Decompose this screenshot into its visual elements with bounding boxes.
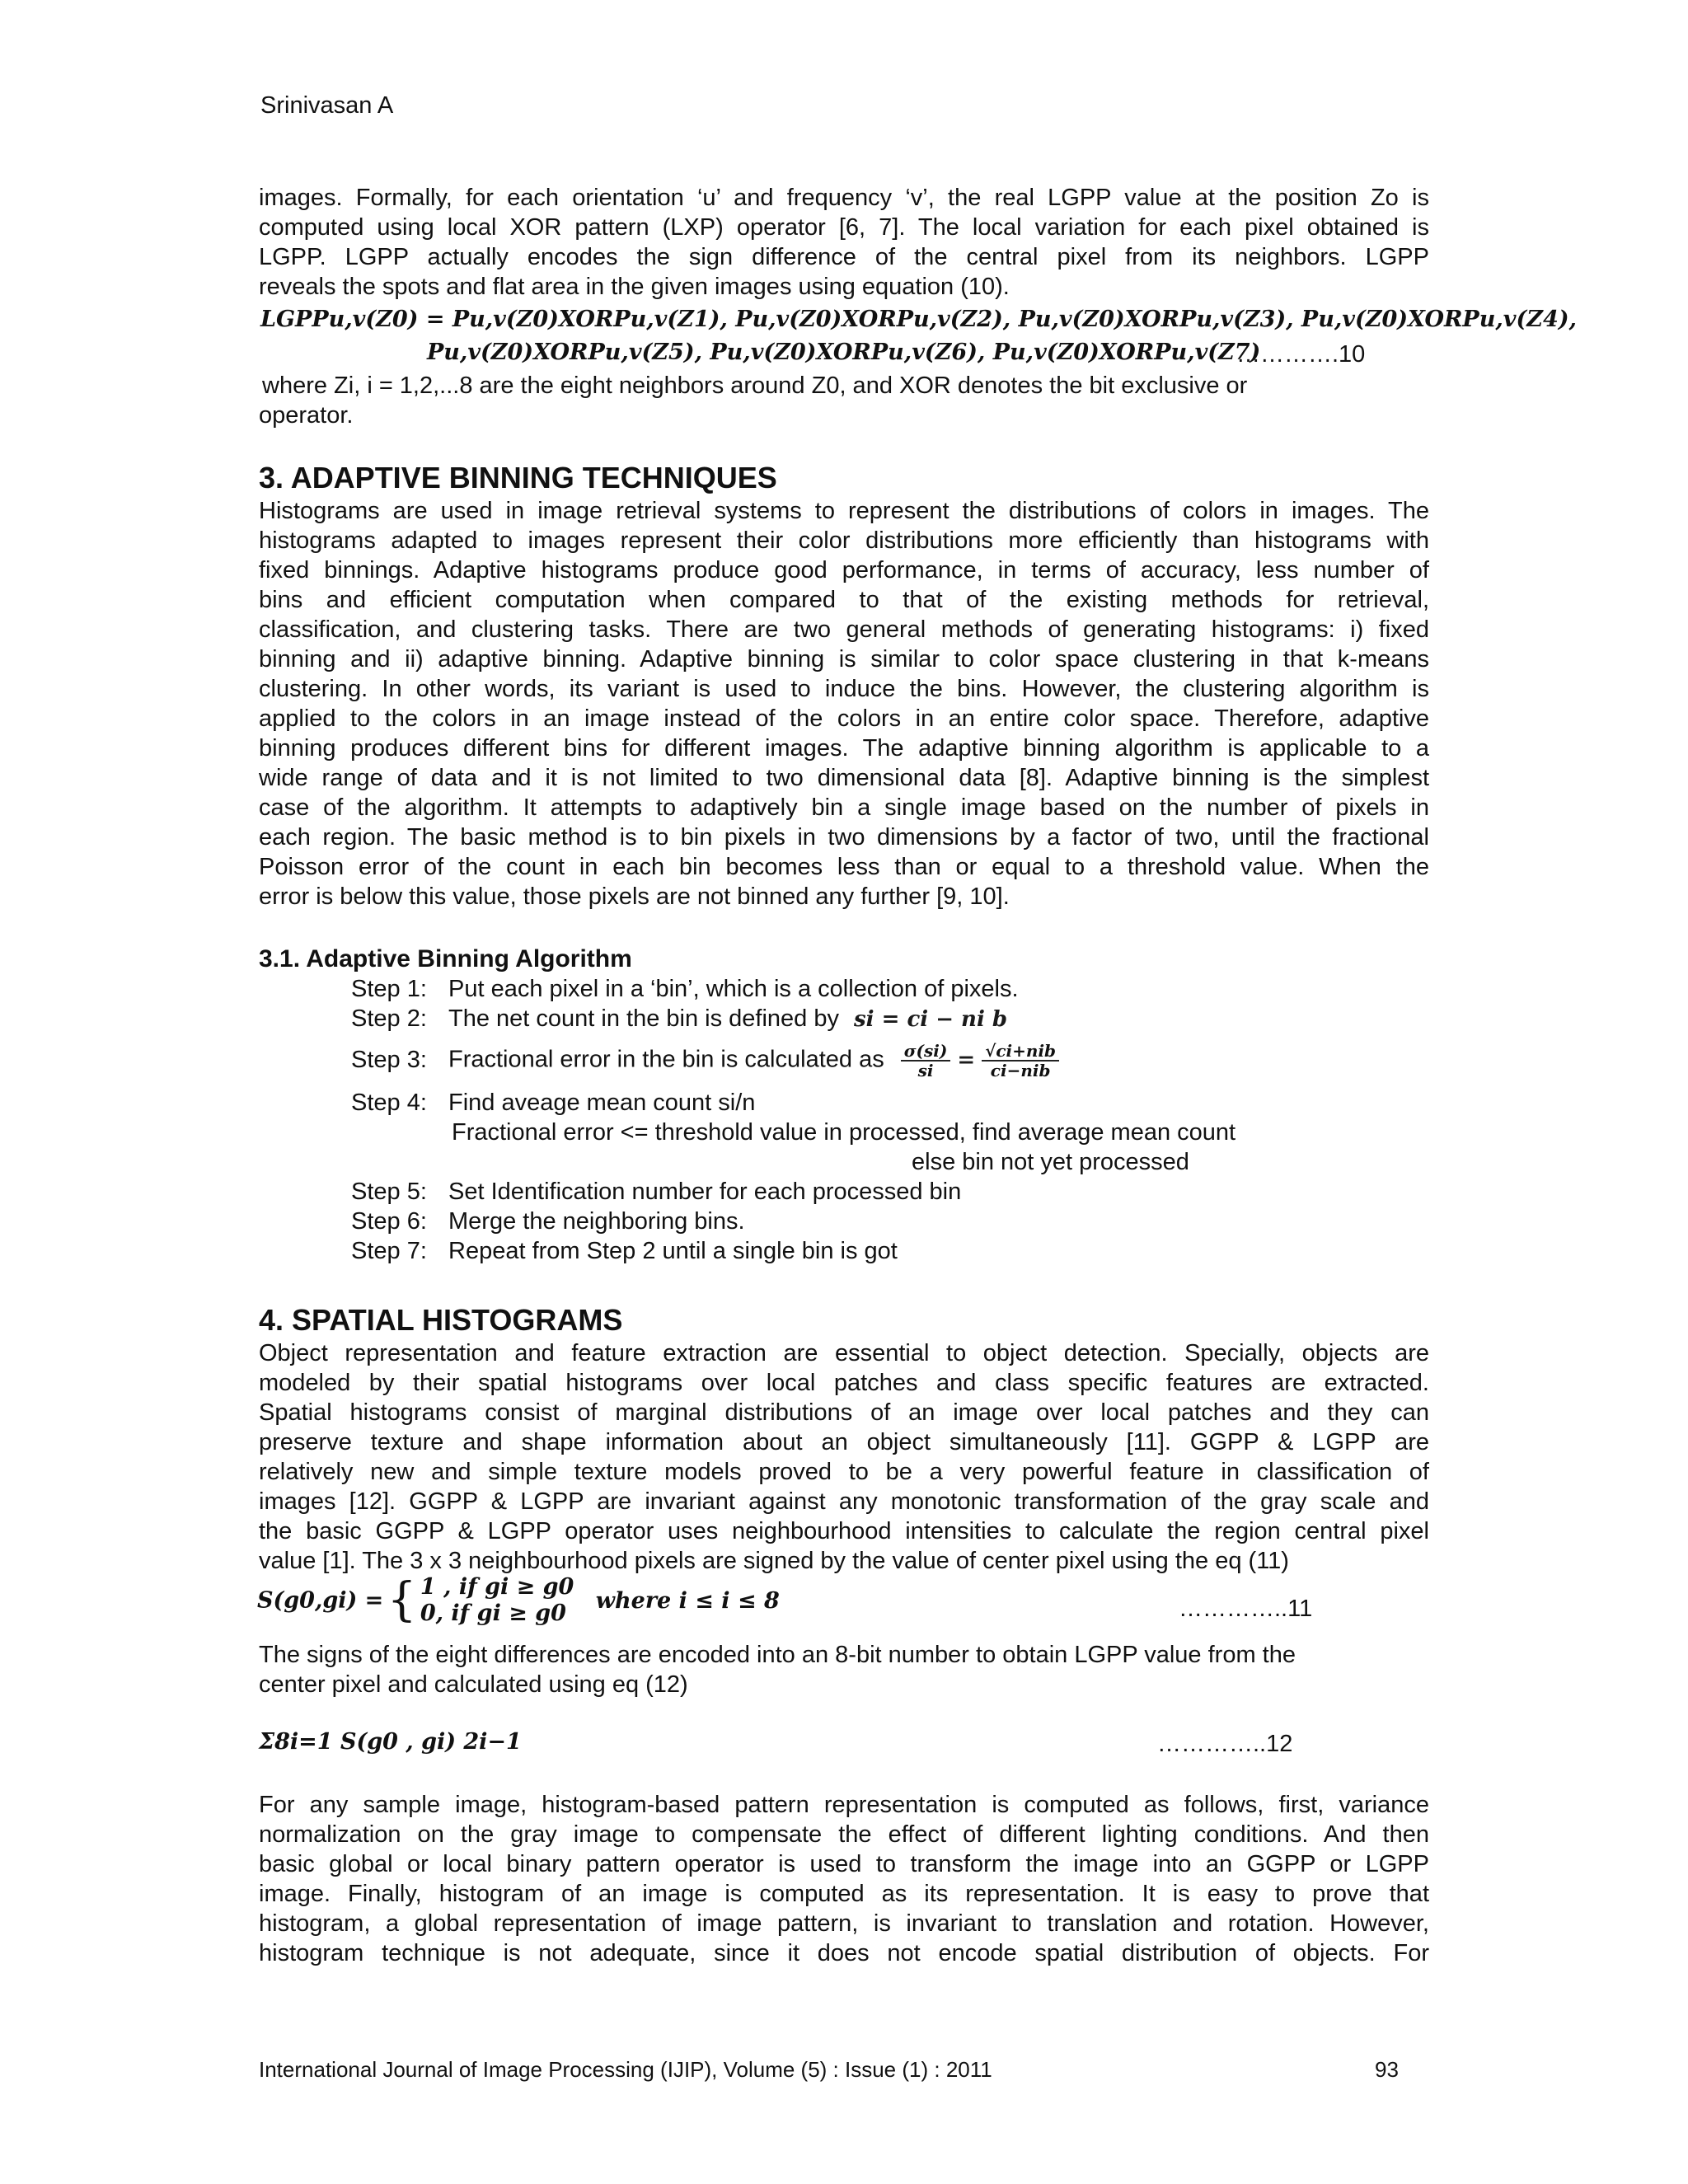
step-3 (351, 1042, 1059, 1080)
fraction-numerator: √ci+nib (982, 1042, 1059, 1062)
step-text: Set Identification number for each processed bin (448, 1179, 962, 1205)
section-4-line: relatively new and simple texture models proved to be a very powerful feature in classification of (259, 1459, 1429, 1485)
section-4-line: image. Finally, histogram of an image is computed as its representation. It is easy to prove that (259, 1881, 1429, 1907)
equation-10-line-2: Pu,v(Z0)XORPu,v(Z5), Pu,v(Z0)XORPu,v(Z6), Pu,v(Z0)XORPu,v(Z7) (427, 340, 1261, 365)
fraction-error-rhs (982, 1042, 1059, 1080)
section-3-line: Histograms are used in image retrieval systems to represent the distributions of colors in images. The (259, 498, 1429, 524)
step-4 (351, 1088, 755, 1118)
section-4-line: basic global or local binary pattern operator is used to transform the image into an GGPP or LGPP (259, 1851, 1429, 1877)
fraction-denominator: si (917, 1061, 934, 1080)
step-text: Fractional error in the bin is calculated as (448, 1046, 884, 1073)
section-3-line: case of the algorithm. It attempts to adaptively bin a single image based on the number of pixels in (259, 794, 1429, 821)
step-6 (351, 1207, 745, 1236)
step-1 (351, 974, 1019, 1004)
section-4-heading: 4. SPATIAL HISTOGRAMS (259, 1303, 623, 1337)
section-4-line: modeled by their spatial histograms over local patches and class specific features are extracted. (259, 1370, 1429, 1396)
section-3-line: bins and efficient computation when compared to that of the existing methods for retrieval, (259, 587, 1429, 613)
equation-11-where: where i ≤ i ≤ 8 (595, 1587, 780, 1614)
section-3-line: binning and ii) adaptive binning. Adaptive binning is similar to color space clustering in that k-means (259, 646, 1429, 673)
step-4-else: else bin not yet processed (912, 1149, 1189, 1175)
intro-line: computed using local XOR pattern (LXP) operator [6, 7]. The local variation for each pixel obtained is (259, 214, 1429, 241)
step-label: Step 6: (351, 1208, 427, 1235)
where-line: where Zi, i = 1,2,...8 are the eight neighbors around Z0, and XOR denotes the bit exclusive or (262, 373, 1248, 399)
step-label: Step 2: (351, 1005, 427, 1032)
section-3-heading: 3. ADAPTIVE BINNING TECHNIQUES (259, 461, 777, 494)
section-3-line: Poisson error of the count in each bin becomes less than or equal to a threshold value. When the (259, 854, 1429, 880)
section-3-1-heading: 3.1. Adaptive Binning Algorithm (259, 945, 632, 972)
fraction-numerator: σ(si) (901, 1042, 951, 1062)
equation-11 (257, 1574, 780, 1627)
equation-10-number: ………….10 (1236, 341, 1366, 368)
step-text: The net count in the bin is defined by (448, 1005, 839, 1032)
intro-line: reveals the spots and flat area in the given images using equation (10). (259, 274, 1010, 300)
step-label: Step 7: (351, 1238, 427, 1264)
equals-sign: = (957, 1047, 976, 1073)
section-4-line: the basic GGPP & LGPP operator uses neighbourhood intensities to calculate the region central pixel (259, 1518, 1429, 1544)
equation-11-case-1: 1 , if gi ≥ g0 (420, 1574, 574, 1600)
step-label: Step 1: (351, 976, 427, 1002)
section-3-line: wide range of data and it is not limited to two dimensional data [8]. Adaptive binning is the simplest (259, 765, 1429, 791)
step-text: Find aveage mean count si/n (448, 1090, 756, 1116)
fraction-denominator: ci−nib (990, 1061, 1051, 1080)
step-label: Step 4: (351, 1090, 427, 1116)
section-3-line: histograms adapted to images represent their color distributions more efficiently than histograms with (259, 527, 1429, 554)
section-3-line: error is below this value, those pixels are not binned any further [9, 10]. (259, 883, 1010, 910)
section-3-line: binning produces different bins for different images. The adaptive binning algorithm is applicable to a (259, 735, 1429, 762)
section-4-line: For any sample image, histogram-based pattern representation is computed as follows, first, variance (259, 1792, 1429, 1818)
equation-10-line-1: LGPPu,v(Z0) = Pu,v(Z0)XORPu,v(Z1), Pu,v(Z0)XORPu,v(Z2), Pu,v(Z0)XORPu,v(Z3), Pu,v(Z0)XORPu,v(Z4), (260, 307, 1577, 332)
equation-11-lhs: S(g0,gi) = (257, 1587, 384, 1614)
section-4-line: Spatial histograms consist of marginal distributions of an image over local patches and they can (259, 1399, 1429, 1426)
equation-12: Σ8i=1 S(g0 , gi) 2i−1 (259, 1729, 522, 1755)
equation-11-case-2: 0, if gi ≥ g0 (420, 1601, 566, 1626)
intro-line: images. Formally, for each orientation ‘u’ and frequency ‘v’, the real LGPP value at the position Zo is (259, 185, 1429, 211)
section-4-line: value [1]. The 3 x 3 neighbourhood pixels are signed by the value of center pixel using the eq (11) (259, 1548, 1289, 1574)
step-2 (351, 1004, 1007, 1034)
where-paragraph (259, 371, 1429, 430)
fraction-error-lhs (901, 1042, 951, 1080)
section-3-line: each region. The basic method is to bin pixels in two dimensions by a factor of two, until the fractional (259, 824, 1429, 851)
section-3-paragraph (259, 496, 1429, 912)
section-4-line: histogram, a global representation of image pattern, is invariant to translation and rotation. However, (259, 1910, 1429, 1937)
equation-11-cases (420, 1574, 574, 1627)
where-line: operator. (259, 402, 354, 429)
running-header-author: Srinivasan A (260, 92, 394, 119)
after-eq-11-line: The signs of the eight differences are encoded into an 8-bit number to obtain LGPP value from the (259, 1642, 1296, 1668)
section-4-line: Object representation and feature extraction are essential to object detection. Specially, objects are (259, 1340, 1429, 1366)
section-3-line: applied to the colors in an image instead of the colors in an entire color space. Therefore, adaptive (259, 705, 1429, 732)
brace-symbol: { (387, 1573, 417, 1627)
section-3-line: clustering. In other words, its variant is used to induce the bins. However, the clustering algorithm is (259, 676, 1429, 702)
step-text: Merge the neighboring bins. (448, 1208, 745, 1235)
step-7 (351, 1236, 898, 1266)
step-5 (351, 1177, 961, 1207)
step-text: Put each pixel in a ‘bin’, which is a collection of pixels. (448, 976, 1019, 1002)
after-eq-11-paragraph (259, 1640, 1429, 1699)
section-4-line: images [12]. GGPP & LGPP are invariant against any monotonic transformation of the gray scale and (259, 1488, 1429, 1515)
equation-12-number: …………..12 (1157, 1731, 1293, 1757)
step-4-condition: Fractional error <= threshold value in processed, find average mean count (452, 1119, 1236, 1146)
section-3-line: fixed binnings. Adaptive histograms produce good performance, in terms of accuracy, less number of (259, 557, 1429, 583)
footer-journal: International Journal of Image Processing (IJIP), Volume (5) : Issue (1) : 2011 (259, 2057, 992, 2082)
section-4-line: histogram technique is not adequate, since it does not encode spatial distribution of objects. For (259, 1940, 1429, 1966)
section-4-line: preserve texture and shape information about an object simultaneously [11]. GGPP & LGPP are (259, 1429, 1429, 1455)
step-label: Step 3: (351, 1046, 427, 1073)
intro-paragraph (259, 183, 1429, 302)
section-4-paragraph (259, 1338, 1429, 1576)
equation-11-number: …………..11 (1179, 1596, 1313, 1622)
section-3-line: classification, and clustering tasks. There are two general methods of generating histograms: i) fixed (259, 616, 1429, 643)
section-4-line: normalization on the gray image to compensate the effect of different lighting conditions. And then (259, 1821, 1429, 1848)
step-text: Repeat from Step 2 until a single bin is got (448, 1238, 898, 1264)
section-4-paragraph-2 (259, 1790, 1429, 1968)
footer-page-number: 93 (1375, 2057, 1399, 2082)
step-label: Step 5: (351, 1179, 427, 1205)
net-count-equation: si = ci − ni b (854, 1007, 1008, 1032)
after-eq-11-line: center pixel and calculated using eq (12) (259, 1671, 688, 1698)
intro-line: LGPP. LGPP actually encodes the sign difference of the central pixel from its neighbors. LGPP (259, 244, 1429, 270)
